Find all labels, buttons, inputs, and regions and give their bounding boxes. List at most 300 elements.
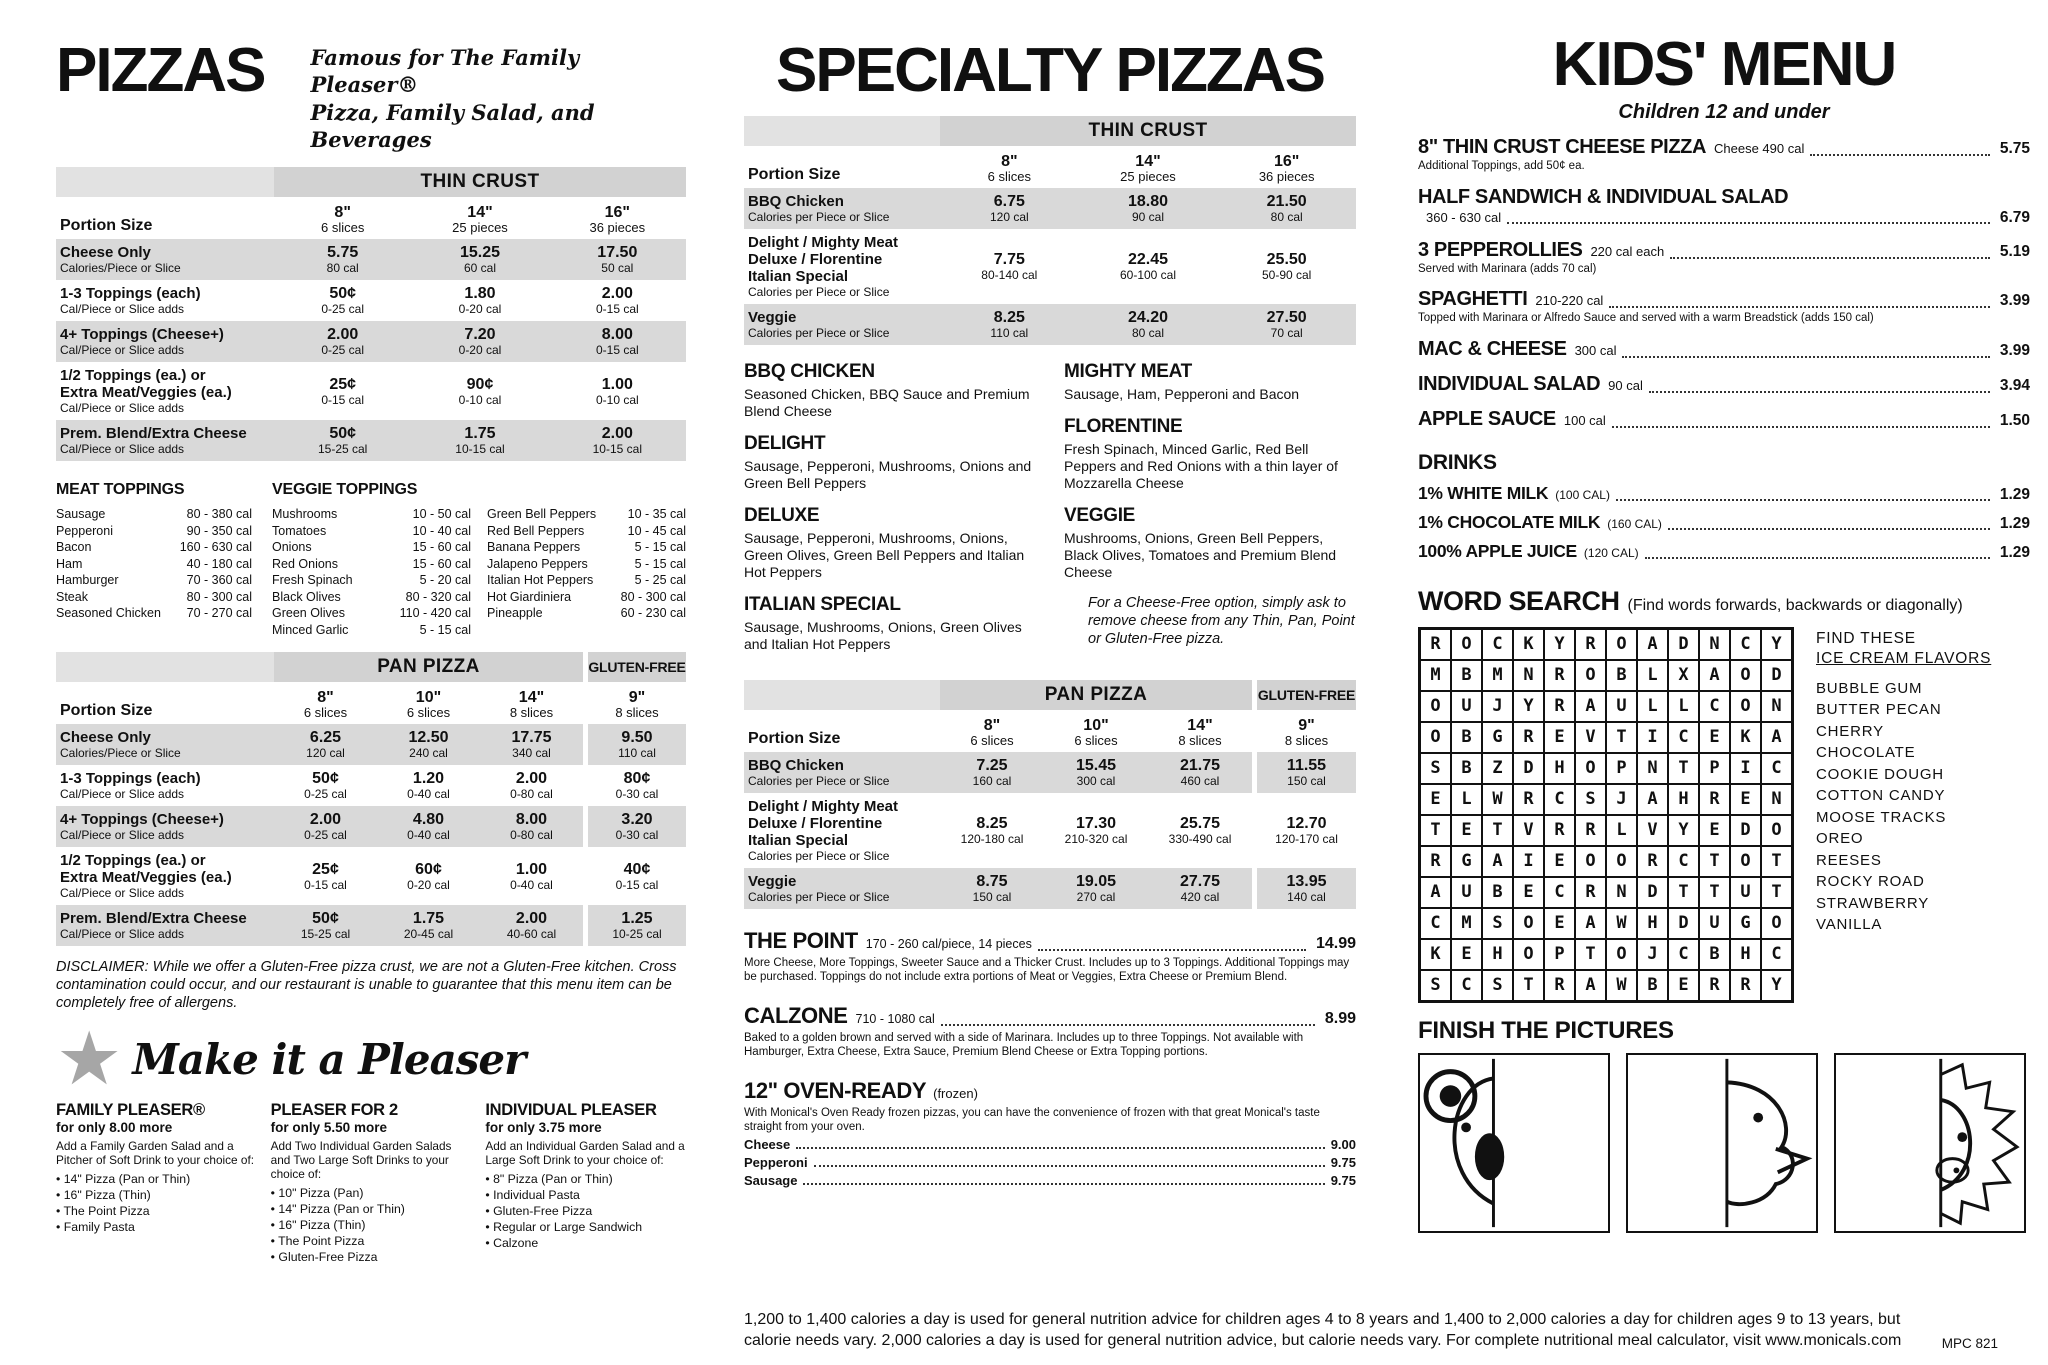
pizzas-column [56,36,686,1265]
wordsearch-letter: N [1761,691,1792,722]
bird-picture [1628,1055,1816,1231]
wordsearch-letter: Z [1482,753,1513,784]
price-cell: 1.00 0-10 cal [595,375,639,407]
oven-item-price: 9.00 [1330,1137,1356,1152]
wordsearch-letter: C [1544,877,1575,908]
topping-calories: 90 - 350 cal [186,523,252,538]
the-point-calories: 170 - 260 cal/piece, 14 pieces [865,937,1032,951]
topping-calories: 80 - 320 cal [405,589,471,604]
tagline-line1: Famous for The Family Pleaser® [310,45,580,98]
wordsearch-letter: S [1420,970,1451,1001]
wordsearch-letter: H [1668,784,1699,815]
pleaser-option-bullet: • Individual Pasta [485,1187,580,1202]
kids-item-calories: 300 cal [1574,342,1617,358]
topping-item [487,572,686,589]
kids-item-name: 3 PEPPEROLLIES [1418,238,1583,261]
specialty-thin-price-table [744,116,1356,345]
find-these-label: FIND THESE [1816,629,1916,647]
pleaser-option-name: PLEASER FOR 2 [270,1100,398,1119]
price-row-label: Prem. Blend/Extra Cheese Cal/Piece or Slice adds [56,420,274,461]
topping-calories: 70 - 270 cal [186,606,252,621]
kids-item-calories: 100 cal [1563,412,1606,428]
wordsearch-letter: C [1730,629,1761,660]
size-column-header: 8" 6 slices [303,689,348,721]
wordsearch-letter: E [1420,784,1451,815]
wordsearch-letter: T [1761,846,1792,877]
kids-menu-item [1418,136,2030,174]
wordsearch-letter: A [1575,691,1606,722]
wordsearch-word: CHERRY [1816,722,1884,740]
price-row-label: 1/2 Toppings (ea.) or Extra Meat/Veggies (ea.) Cal/Piece or Slice adds [60,367,232,416]
specialty-pizza-ingredients: Sausage, Pepperoni, Mushrooms, Onions and Green Bell Peppers [744,458,1032,491]
oven-ready-item [744,1173,1356,1188]
drinks-title: DRINKS [1418,450,1497,474]
wordsearch-letter: W [1482,784,1513,815]
specialty-pizza-description [744,433,1036,492]
topping-calories: 80 - 380 cal [186,507,252,522]
specialty-pizza-ingredients: Seasoned Chicken, BBQ Sauce and Premium Blend Cheese [744,386,1030,419]
price-cell: 15.45 300 cal [1044,752,1148,793]
topping-item [56,605,252,622]
wordsearch-word: COOKIE DOUGH [1816,765,1944,783]
price-cell: 7.25 160 cal [940,752,1044,793]
price-cell: 1.80 0-20 cal [458,285,502,317]
price-cell: 60¢ 0-20 cal [407,860,450,892]
toppings-section [56,481,686,638]
price-cell: 8.00 0-15 cal [549,321,686,362]
wordsearch-letter: L [1637,660,1668,691]
topping-name: Red Onions [272,556,339,571]
meat-toppings-section [56,481,252,638]
wordsearch-letter: A [1575,970,1606,1001]
wordsearch-letter: E [1699,722,1730,753]
topping-calories: 60 - 230 cal [620,606,686,621]
topping-item [487,506,686,523]
price-cell: 8.00 0-80 cal [480,806,583,847]
topping-calories: 110 - 420 cal [399,606,471,621]
oven-ready-name: 12" OVEN-READY [744,1078,927,1103]
word-search-title: WORD SEARCH [1418,585,1620,616]
topping-name: Green Olives [272,606,345,621]
size-column-header: 14" 25 pieces [1120,153,1176,184]
oven-item-name: Cheese [744,1137,791,1152]
topping-calories: 15 - 60 cal [412,540,471,555]
price-row-label: Veggie Calories per Piece or Slice [744,868,940,909]
wordsearch-letter: R [1544,691,1575,722]
size-column-header: 14" 25 pieces [452,204,508,236]
size-column-header: 9" 8 slices [583,682,686,724]
wordsearch-letter: Y [1544,629,1575,660]
specialty-descriptions [744,361,1356,666]
size-column-header: 14" 8 slices [1178,717,1222,748]
price-cell: 3.20 0-30 cal [583,806,686,847]
wordsearch-letter: T [1606,722,1637,753]
wordsearch-letter: R [1420,629,1451,660]
price-cell: 4.80 0-40 cal [377,806,480,847]
price-cell: 21.75 460 cal [1148,752,1252,793]
crust-band-label: THIN CRUST [274,167,686,197]
wordsearch-letter: V [1513,815,1544,846]
wordsearch-letter: A [1637,629,1668,660]
portion-size-label: Portion Size [60,702,153,720]
wordsearch-letter: O [1420,722,1451,753]
the-point-name: THE POINT [744,928,858,953]
pleaser-option-name: FAMILY PLEASER® [56,1100,205,1119]
price-cell: 50¢ 0-25 cal [304,770,347,802]
topping-calories: 80 - 300 cal [186,589,252,604]
wordsearch-letter: T [1699,846,1730,877]
wordsearch-letter: G [1482,722,1513,753]
price-row-label: BBQ Chicken Calories per Piece or Slice [744,188,940,229]
ice-cream-flavors-panel [1816,627,1991,1003]
specialty-pizza-name: FLORENTINE [1064,416,1183,437]
price-cell: 1.75 10-15 cal [411,420,548,461]
pan-pizza-band-label: PAN PIZZA [274,652,583,682]
word-search-subtitle: (Find words forwards, backwards or diagonally) [1627,596,1963,614]
topping-name: Red Bell Peppers [487,523,585,538]
topping-calories: 40 - 180 cal [186,556,252,571]
pleaser-option-bullet: • The Point Pizza [270,1233,365,1248]
kids-item-price: 3.94 [1999,376,2030,394]
price-row-label: 4+ Toppings (Cheese+) Cal/Piece or Slice adds [56,321,274,362]
topping-name: Hamburger [56,573,119,588]
topping-item [56,506,252,523]
topping-name: Jalapeno Peppers [487,556,588,571]
wordsearch-letter: M [1482,660,1513,691]
wordsearch-letter: A [1420,877,1451,908]
size-column-header: 8" 6 slices [987,153,1031,184]
price-row-label: 1-3 Toppings (each) Cal/Piece or Slice adds [60,285,201,317]
the-point-item [744,928,1356,984]
wordsearch-letter: S [1482,908,1513,939]
pleaser-options-row [56,1101,686,1265]
specialty-pan-price-table [744,680,1356,909]
wordsearch-letter: D [1761,660,1792,691]
gluten-free-disclaimer: DISCLAIMER: While we offer a Gluten-Free pizza crust, we are not a Gluten-Free kitchen. Cross contamination could occur, and our restaurant is unable to guarantee that this menu item can be completely free of allergens. [56,959,677,1012]
specialty-descriptions-left [744,361,1036,666]
kids-menu-item [1418,338,2030,361]
wordsearch-letter: W [1606,908,1637,939]
topping-item [272,622,471,639]
price-cell: 17.75 340 cal [480,724,583,765]
price-cell: 2.00 0-15 cal [595,285,639,317]
wordsearch-letter: B [1699,939,1730,970]
wordsearch-letter: G [1451,846,1482,877]
topping-name: Banana Peppers [487,540,581,555]
wordsearch-letter: B [1606,660,1637,691]
topping-calories: 5 - 15 cal [419,622,471,637]
specialty-pizza-name: MIGHTY MEAT [1064,361,1192,382]
wordsearch-letter: K [1420,939,1451,970]
wordsearch-letter: R [1637,846,1668,877]
topping-calories: 70 - 360 cal [186,573,252,588]
pleaser-option-bullet: • Gluten-Free Pizza [270,1249,378,1264]
topping-name: Fresh Spinach [272,573,353,588]
specialty-pizza-ingredients: Sausage, Ham, Pepperoni and Bacon [1064,386,1300,402]
specialty-title: SPECIALTY PIZZAS [776,36,1324,105]
wordsearch-letter: O [1451,629,1482,660]
drink-price: 1.29 [1999,514,2030,532]
price-cell: 90¢ 0-10 cal [458,375,502,407]
word-search-section [1418,627,2030,1003]
nutrition-footer [744,1309,1998,1351]
topping-calories: 5 - 20 cal [419,573,471,588]
wordsearch-letter: E [1451,939,1482,970]
oven-ready-frozen-tag: (frozen) [933,1086,978,1101]
price-cell: 19.05 270 cal [1044,868,1148,909]
wordsearch-word: OREO [1816,830,1864,847]
topping-name: Steak [56,589,88,604]
pleaser-option-desc: Add an Individual Garden Salad and a Large Soft Drink to your choice of: [485,1138,685,1167]
size-column-header: 8" 6 slices [320,204,365,236]
wordsearch-letter: E [1544,908,1575,939]
wordsearch-letter: P [1544,939,1575,970]
lion-picture-box [1834,1053,2026,1233]
meat-toppings-list [56,506,252,622]
price-cell: 2.00 10-15 cal [549,420,686,461]
wordsearch-letter: D [1730,815,1761,846]
topping-name: Pineapple [487,606,543,621]
price-cell: 17.50 50 cal [549,239,686,280]
pleaser-option-bullet: • Calzone [485,1235,539,1250]
topping-name: Italian Hot Peppers [487,573,594,588]
price-cell: 1.25 10-25 cal [583,905,686,946]
wordsearch-letter: U [1699,908,1730,939]
wordsearch-word: ROCKY ROAD [1816,873,1925,890]
wordsearch-letter: W [1606,970,1637,1001]
topping-name: Mushrooms [272,507,338,522]
kids-item-name: INDIVIDUAL SALAD [1418,372,1601,395]
pizzas-tagline [310,44,686,153]
wordsearch-letter: R [1699,784,1730,815]
kids-item-note: Additional Toppings, add 50¢ ea. [1418,160,1585,172]
price-cell: 25¢ 0-15 cal [321,375,365,407]
specialty-pizza-name: BBQ CHICKEN [744,361,875,382]
topping-calories: 5 - 15 cal [634,556,686,571]
topping-calories: 15 - 60 cal [412,556,471,571]
drink-item [1418,512,2030,533]
topping-name: Bacon [56,540,92,555]
wordsearch-letter: R [1513,722,1544,753]
pleaser-option [56,1101,257,1265]
specialty-column [744,36,1356,1188]
pleaser-option-desc: Add a Family Garden Salad and a Pitcher of Soft Drink to your choice of: [56,1138,255,1167]
price-row-label: Cheese Only Calories/Piece or Slice [56,724,274,765]
price-cell: 1.75 20-45 cal [377,905,480,946]
wordsearch-letter: T [1699,877,1730,908]
wordsearch-letter: O [1606,629,1637,660]
wordsearch-letter: O [1606,846,1637,877]
price-row-label: 1/2 Toppings (ea.) or Extra Meat/Veggies (ea.) Cal/Piece or Slice adds [60,852,232,901]
price-cell: 21.50 80 cal [1217,188,1356,229]
wordsearch-letter: N [1761,784,1792,815]
price-cell: 50¢ 15-25 cal [274,905,377,946]
wordsearch-letter: L [1637,691,1668,722]
word-search-word-list [1816,678,1991,936]
wordsearch-letter: V [1575,722,1606,753]
topping-item [272,539,471,556]
wordsearch-letter: O [1730,691,1761,722]
specialty-pizza-description [1064,361,1356,403]
wordsearch-letter: K [1730,722,1761,753]
topping-name: Sausage [56,507,106,522]
drink-price: 1.29 [1999,543,2030,561]
wordsearch-letter: A [1699,660,1730,691]
kids-item-name: SPAGHETTI [1418,288,1528,310]
topping-name: Pepperoni [56,523,113,538]
wordsearch-word: CHOCOLATE [1816,744,1916,761]
oven-ready-item [744,1137,1356,1152]
wordsearch-letter: R [1699,970,1730,1001]
dotted-leader [1670,257,1990,259]
wordsearch-letter: N [1637,753,1668,784]
wordsearch-letter: C [1668,846,1699,877]
wordsearch-letter: E [1730,784,1761,815]
kids-menu-items [1418,136,2030,431]
kids-menu-item [1418,408,2030,431]
pleaser-option-bullet: • 14" Pizza (Pan or Thin) [56,1171,191,1186]
wordsearch-letter: B [1451,722,1482,753]
wordsearch-letter: R [1544,660,1575,691]
portion-size-label: Portion Size [748,166,841,183]
table-corner [56,652,274,682]
dotted-leader [1616,499,1990,501]
specialty-pizza-ingredients: Fresh Spinach, Minced Garlic, Red Bell Peppers and Red Onions with a thin layer of Mozzarella Cheese [1064,441,1338,491]
kids-menu-item [1418,373,2030,396]
the-point-price: 14.99 [1315,935,1356,952]
price-cell: 2.00 0-25 cal [274,806,377,847]
topping-name: Seasoned Chicken [56,606,161,621]
wordsearch-letter: C [1544,784,1575,815]
topping-item [56,589,252,606]
specialty-pizza-description [744,361,1036,420]
topping-calories: 10 - 40 cal [412,523,471,538]
price-cell: 27.75 420 cal [1148,868,1252,909]
wordsearch-letter: E [1451,815,1482,846]
calzone-price: 8.99 [1324,1010,1356,1027]
wordsearch-letter: I [1730,753,1761,784]
kids-menu-subtitle: Children 12 and under [1618,101,1830,123]
price-cell: 17.30 210-320 cal [1064,815,1128,846]
price-cell: 80¢ 0-30 cal [583,765,686,806]
wordsearch-letter: O [1606,939,1637,970]
price-cell: 7.20 0-20 cal [411,321,548,362]
pleaser-option [271,1101,472,1265]
size-column-header: 8" 6 slices [970,717,1014,748]
specialty-pizza-ingredients: Sausage, Mushrooms, Onions, Green Olives and Italian Hot Peppers [744,619,1022,652]
kids-menu-item [1418,239,2030,277]
pleaser-option-bullet: • 14" Pizza (Pan or Thin) [270,1201,405,1216]
price-cell: 1.20 0-40 cal [407,770,450,802]
wordsearch-letter: E [1668,970,1699,1001]
make-it-a-pleaser-section [56,1017,686,1265]
kids-item-price: 6.79 [1999,208,2030,226]
drink-calories: (160 CAL) [1607,516,1662,531]
wordsearch-letter: O [1420,691,1451,722]
dotted-leader [1038,949,1306,951]
drink-item [1418,541,2030,562]
price-cell: 8.25 110 cal [940,304,1079,345]
drink-calories: (120 CAL) [1583,545,1639,560]
specialty-pizza-name: VEGGIE [1064,505,1136,526]
wordsearch-letter: U [1730,877,1761,908]
kids-item-price: 1.50 [1999,411,2030,429]
wordsearch-letter: C [1451,970,1482,1001]
price-cell: 2.00 40-60 cal [480,905,583,946]
gluten-free-band-label: GLUTEN-FREE [583,652,686,682]
wordsearch-word: BUTTER PECAN [1816,701,1942,718]
topping-name: Onions [272,540,312,555]
wordsearch-letter: O [1730,660,1761,691]
wordsearch-letter: C [1668,939,1699,970]
wordsearch-letter: J [1606,784,1637,815]
wordsearch-letter: C [1668,722,1699,753]
topping-calories: 5 - 15 cal [634,540,686,555]
pleaser-option-price: for only 5.50 more [270,1119,387,1135]
pleaser-option-bullet: • 8" Pizza (Pan or Thin) [485,1171,613,1186]
topping-item [272,572,471,589]
wordsearch-letter: Y [1761,629,1792,660]
wordsearch-letter: D [1668,908,1699,939]
price-cell: 6.25 120 cal [274,724,377,765]
pan-pizza-band-label: PAN PIZZA [940,680,1252,710]
wordsearch-letter: L [1668,691,1699,722]
nutrition-footnote: 1,200 to 1,400 calories a day is used for general nutrition advice for children ages 4 to 8 years and 1,400 to 2,000 calories a day for children ages 9 to 13 years, but calorie needs vary. 2,000 calories a day is used for general nutrition advice, but calorie needs vary. For complete nutritional meal calculator, visit www.monicals.com [744,1311,1902,1349]
wordsearch-letter: B [1482,877,1513,908]
price-cell: 18.80 90 cal [1079,188,1218,229]
portion-size-label: Portion Size [60,217,153,235]
wordsearch-letter: C [1699,691,1730,722]
wordsearch-letter: S [1482,970,1513,1001]
pleaser-title: Make it a Pleaser [132,1034,526,1084]
dotted-leader [1810,154,1989,156]
topping-calories: 10 - 50 cal [412,507,471,522]
pleaser-heading [56,1017,686,1101]
wordsearch-word: VANILLA [1816,916,1883,933]
calzone-item [744,1003,1356,1059]
topping-item [56,539,252,556]
word-search-grid [1418,627,1794,1003]
oven-ready-description: With Monical's Oven Ready frozen pizzas, you can have the convenience of frozen with that great Monical's taste straight from your oven. [744,1107,1320,1133]
topping-item [487,523,686,540]
specialty-descriptions-right [1064,361,1356,666]
drink-name: 1% WHITE MILK [1418,482,1549,503]
wordsearch-letter: O [1513,939,1544,970]
wordsearch-letter: B [1451,753,1482,784]
price-cell: 22.45 60-100 cal [1119,251,1177,282]
size-column-header: 10" 6 slices [406,689,451,721]
pleaser-option-price: for only 3.75 more [485,1119,602,1135]
price-cell: 7.75 80-140 cal [981,251,1038,282]
wordsearch-letter: U [1606,691,1637,722]
calzone-description: Baked to a golden brown and served with a side of Marinara. Includes up to three Toppings. Not available with Hamburger, Extra Cheese, Extra Sauce, Premium Blend Cheese or Extra Topping portions. [744,1032,1304,1058]
wordsearch-letter: C [1482,629,1513,660]
oven-ready-item [744,1155,1356,1170]
specialty-pizza-description [1064,505,1356,581]
wordsearch-word: BUBBLE GUM [1816,679,1923,697]
wordsearch-letter: O [1761,815,1792,846]
wordsearch-letter: J [1482,691,1513,722]
wordsearch-letter: T [1482,815,1513,846]
pleaser-option-bullet: • The Point Pizza [56,1203,150,1218]
koala-picture [1420,1055,1608,1231]
ice-cream-flavors-label: ICE CREAM FLAVORS [1816,649,1992,667]
wordsearch-letter: O [1575,753,1606,784]
veggie-toppings-columns [272,506,686,638]
price-row-label: BBQ Chicken Calories per Piece or Slice [744,752,940,793]
kids-item-calories: 220 cal each [1590,243,1665,259]
price-row-label: Prem. Blend/Extra Cheese Cal/Piece or Slice adds [56,905,274,946]
